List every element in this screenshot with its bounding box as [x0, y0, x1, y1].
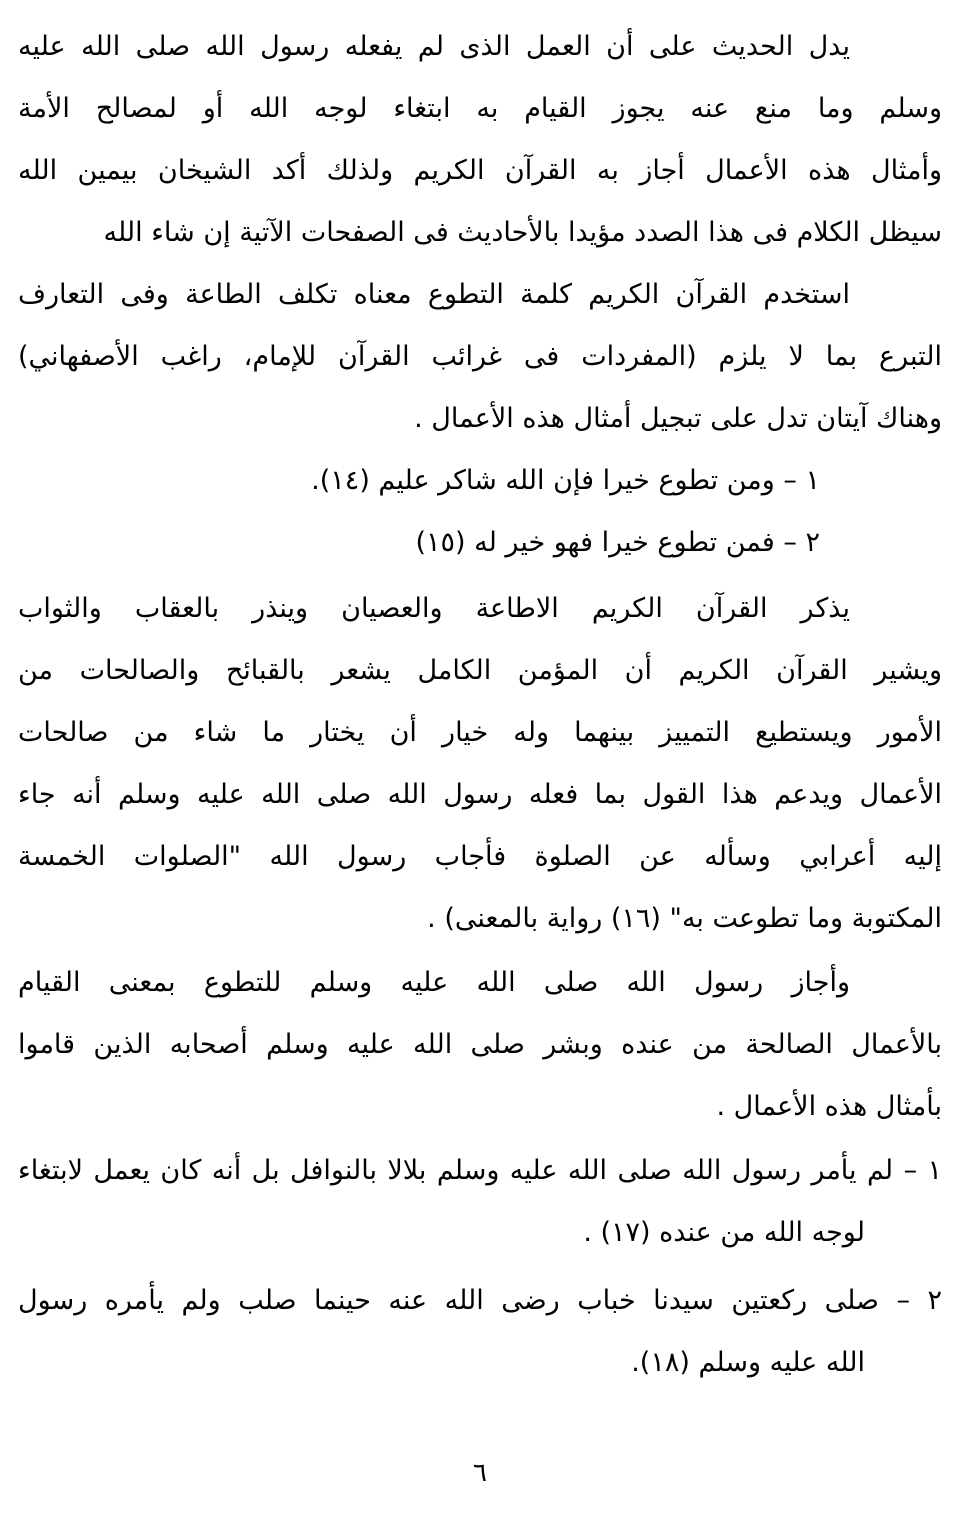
list-item-1: ١ – لم يأمر رسول الله صلى الله عليه وسلم بلالا بالنوافل بل أنه كان يعمل لابتغاء	[18, 1155, 942, 1186]
verse-item-1: ١ – ومن تطوع خيرا فإن الله شاكر عليم (١٤).	[311, 465, 820, 496]
text-line-15: المكتوبة وما تطوعت به" (١٦) رواية بالمعنى) .	[427, 903, 942, 934]
text-line-14: إليه أعرابي وسأله عن الصلوة فأجاب رسول الله "الصلوات الخمسة	[18, 841, 942, 872]
text-line-12: الأمور ويستطيع التمييز بينهما وله خيار أن يختار ما شاء من صالحات	[18, 717, 942, 748]
text-line-13: الأعمال ويدعم هذا القول بما فعله رسول الله صلى الله عليه وسلم أنه جاء	[18, 779, 942, 810]
verse-item-2: ٢ – فمن تطوع خيرا فهو خير له (١٥)	[415, 527, 820, 558]
text-line-3: وأمثال هذه الأعمال أجاز به القرآن الكريم ولذلك أكد الشيخان بيمين الله	[18, 155, 942, 186]
page-number: ٦	[473, 1458, 487, 1488]
text-line-6: التبرع بما لا يلزم (المفردات فى غرائب القرآن للإمام، راغب الأصفهاني)	[18, 341, 942, 372]
text-line-4: سيظل الكلام فى هذا الصدد مؤيدا بالأحاديث فى الصفحات الآتية إن شاء الله	[103, 217, 942, 248]
text-line-1: يدل الحديث على أن العمل الذى لم يفعله رسول الله صلى الله عليه	[18, 31, 850, 62]
text-line-2: وسلم وما منع عنه يجوز القيام به ابتغاء لوجه الله أو لمصالح الأمة	[18, 93, 942, 124]
list-item-2: ٢ – صلى ركعتين سيدنا خباب رضى الله عنه حينما صلب ولم يأمره رسول	[18, 1285, 942, 1316]
list-item-1-continued: لوجه الله من عنده (١٧) .	[583, 1217, 865, 1248]
text-line-5: استخدم القرآن الكريم كلمة التطوع معناه تكلف الطاعة وفى التعارف	[18, 279, 850, 310]
text-line-18: بأمثال هذه الأعمال .	[716, 1091, 942, 1122]
list-item-2-continued: الله عليه وسلم (١٨).	[631, 1347, 865, 1378]
text-line-7: وهناك آيتان تدل على تبجيل أمثال هذه الأعمال .	[414, 403, 942, 434]
text-line-17: بالأعمال الصالحة من عنده وبشر صلى الله عليه وسلم أصحابه الذين قاموا	[18, 1029, 942, 1060]
text-line-16: وأجاز رسول الله صلى الله عليه وسلم للتطوع بمعنى القيام	[18, 967, 850, 998]
text-line-10: يذكر القرآن الكريم الاطاعة والعصيان وينذر بالعقاب والثواب	[18, 593, 850, 624]
text-line-11: ويشير القرآن الكريم أن المؤمن الكامل يشعر بالقبائح والصالحات من	[18, 655, 942, 686]
